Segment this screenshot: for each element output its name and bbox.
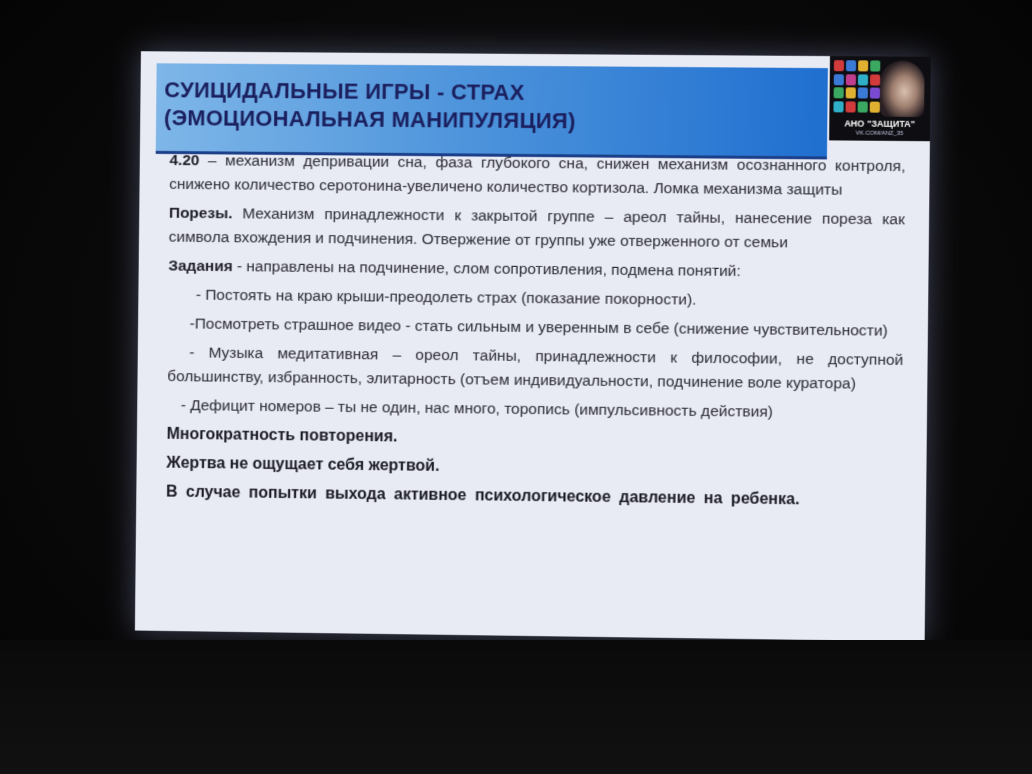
slide-title-line-2: (ЭМОЦИОНАЛЬНАЯ МАНИПУЛЯЦИЯ) — [163, 105, 576, 134]
slide-body — [166, 149, 906, 519]
conclusion-pressure: В случае попытки выхода активное психологическое давление на ребенка. — [165, 483, 800, 509]
task-item: - Дефицит номеров – ты не один, нас много, торопись (импульсивность действия) — [180, 397, 773, 421]
slide-title-line-1: СУИЦИДАЛЬНЫЕ ИГРЫ - СТРАХ — [164, 77, 525, 105]
organization-logo — [829, 56, 931, 141]
logo-mosaic-icon — [833, 60, 880, 113]
conclusion-repetition: Многократность повторения. — [166, 425, 398, 446]
paragraph-lead: Задания — [168, 257, 233, 276]
paragraph-tasks — [168, 255, 904, 286]
projected-slide — [135, 51, 931, 641]
slide-title-bar — [156, 63, 828, 159]
logo-name: АНО "ЗАЩИТА" — [844, 118, 916, 130]
task-item: -Посмотреть страшное видео - стать сильным и уверенным в себе (снижение чувствительности) — [189, 315, 888, 340]
paragraph-sleep-deprivation — [169, 149, 905, 203]
paragraph-lead: 4.20 — [169, 152, 200, 170]
task-item: - Постоять на краю крыши-преодолеть страх (показание покорности). — [195, 286, 697, 309]
logo-url: VK.COM/ANZ_35 — [855, 130, 904, 137]
paragraph-text: – механизм депривации сна, фаза глубокого сна, снижен механизм осознанного контроля, снижено количество серотонина-увеличено количество кортизола. Ломка механизма защиты — [169, 152, 906, 199]
logo-face-icon — [880, 60, 925, 117]
paragraph-lead: Порезы. — [168, 204, 233, 223]
paragraph-text: - направлены на подчинение, слом сопротивления, подмена понятий: — [232, 258, 741, 281]
paragraph-text: Механизм принадлежности к закрытой группе – ареол тайны, нанесение пореза как символа вхождения и подчинения. Отвержение от группы уже отверженного от семьи — [168, 205, 905, 252]
conclusion-victim: Жертва не ощущает себя жертвой. — [166, 454, 440, 475]
paragraph-cuts — [169, 202, 905, 257]
dark-floor — [0, 640, 1032, 774]
task-item: - Музыка медитативная – ореол тайны, принадлежности к философии, не доступной большинству, избранность, элитарность (отъем индивидуальности, подчинение воле куратора) — [167, 344, 904, 393]
